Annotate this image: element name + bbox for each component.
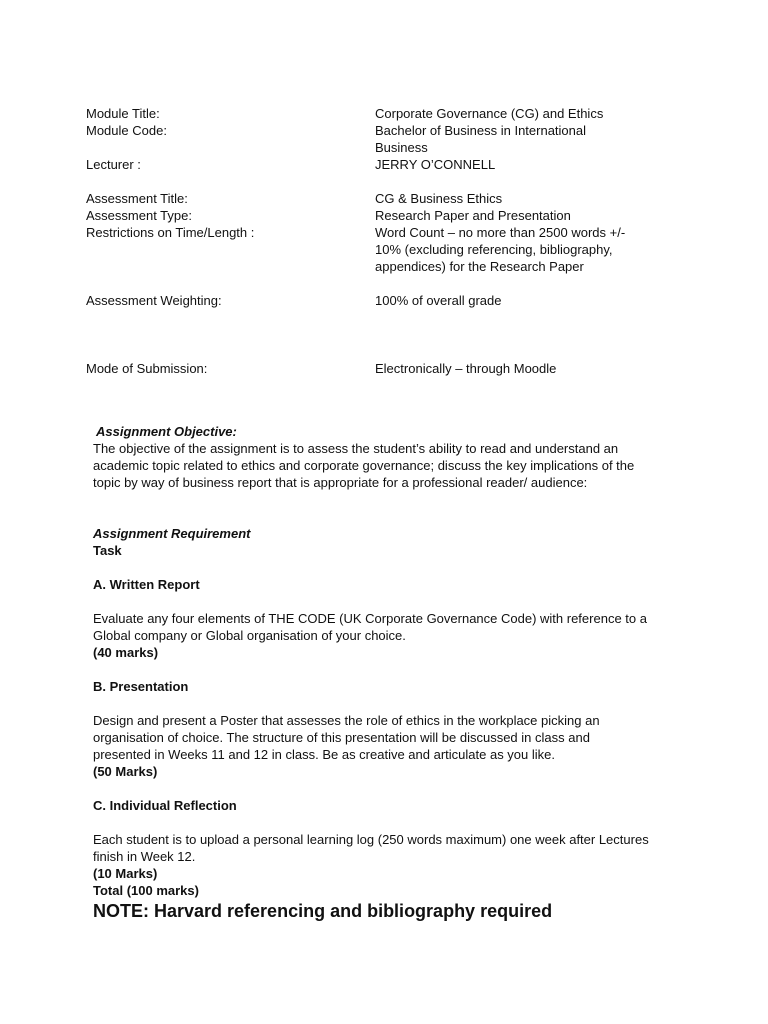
section-a-line-2: Global company or Global organisation of your choice. bbox=[93, 628, 406, 643]
assessment-type-label: Assessment Type: bbox=[86, 208, 192, 223]
restrictions-row-continued-1 bbox=[86, 241, 686, 258]
objective-line-1: The objective of the assignment is to assess the student’s ability to read and understand an bbox=[93, 441, 619, 456]
module-code-value-line-2: Business bbox=[375, 140, 428, 155]
restrictions-value-line-3: appendices) for the Research Paper bbox=[375, 259, 584, 274]
weighting-value: 100% of overall grade bbox=[375, 293, 502, 308]
objective-heading: Assignment Objective: bbox=[96, 424, 237, 439]
assessment-type-row bbox=[86, 207, 686, 224]
section-a-marks: (40 marks) bbox=[93, 645, 159, 660]
objective-line-2: academic topic related to ethics and corporate governance; discuss the key implications of the bbox=[93, 458, 635, 473]
weighting-label: Assessment Weighting: bbox=[86, 293, 222, 308]
module-code-value-line-1: Bachelor of Business in International bbox=[375, 123, 587, 138]
module-details bbox=[86, 105, 686, 377]
module-code-row bbox=[86, 122, 686, 139]
module-code-label: Module Code: bbox=[86, 123, 167, 138]
section-b-marks: (50 Marks) bbox=[93, 764, 158, 779]
section-c-heading: C. Individual Reflection bbox=[93, 798, 237, 813]
requirement-heading: Assignment Requirement bbox=[93, 526, 251, 541]
referencing-note: NOTE: Harvard referencing and bibliography required bbox=[93, 901, 553, 921]
objective-line-3: topic by way of business report that is appropriate for a professional reader/ audience: bbox=[93, 475, 588, 490]
module-title-value: Corporate Governance (CG) and Ethics bbox=[375, 106, 604, 121]
module-title-label: Module Title: bbox=[86, 106, 160, 121]
assessment-title-label: Assessment Title: bbox=[86, 191, 188, 206]
lecturer-label: Lecturer : bbox=[86, 157, 141, 172]
assessment-title-row bbox=[86, 190, 686, 207]
restrictions-row-continued-2 bbox=[86, 258, 686, 275]
module-title-row bbox=[86, 105, 686, 122]
section-b-line-2: organisation of choice. The structure of this presentation will be discussed in class and bbox=[93, 730, 590, 745]
section-c-marks: (10 Marks) bbox=[93, 866, 158, 881]
section-a-line-1: Evaluate any four elements of THE CODE (UK Corporate Governance Code) with reference to a bbox=[93, 611, 647, 626]
lecturer-row bbox=[86, 156, 686, 173]
lecturer-value: JERRY O’CONNELL bbox=[375, 157, 496, 172]
restrictions-row bbox=[86, 224, 686, 241]
assignment-body bbox=[93, 423, 693, 923]
total-marks: Total (100 marks) bbox=[93, 883, 199, 898]
section-b-heading: B. Presentation bbox=[93, 679, 189, 694]
task-label: Task bbox=[93, 543, 122, 558]
submission-label: Mode of Submission: bbox=[86, 361, 208, 376]
submission-value: Electronically – through Moodle bbox=[375, 361, 557, 376]
section-c-line-1: Each student is to upload a personal learning log (250 words maximum) one week after Lectures bbox=[93, 832, 649, 847]
section-c-line-2: finish in Week 12. bbox=[93, 849, 196, 864]
module-code-row-continued bbox=[86, 139, 686, 156]
assessment-title-value: CG & Business Ethics bbox=[375, 191, 503, 206]
assessment-type-value: Research Paper and Presentation bbox=[375, 208, 571, 223]
section-a-heading: A. Written Report bbox=[93, 577, 200, 592]
restrictions-value-line-2: 10% (excluding referencing, bibliography, bbox=[375, 242, 613, 257]
restrictions-label: Restrictions on Time/Length : bbox=[86, 225, 255, 240]
restrictions-value-line-1: Word Count – no more than 2500 words +/- bbox=[375, 225, 626, 240]
section-b-line-3: presented in Weeks 11 and 12 in class. Be as creative and articulate as you like. bbox=[93, 747, 556, 762]
submission-row bbox=[86, 360, 686, 377]
section-b-line-1: Design and present a Poster that assesses the role of ethics in the workplace picking an bbox=[93, 713, 600, 728]
weighting-row bbox=[86, 292, 686, 309]
